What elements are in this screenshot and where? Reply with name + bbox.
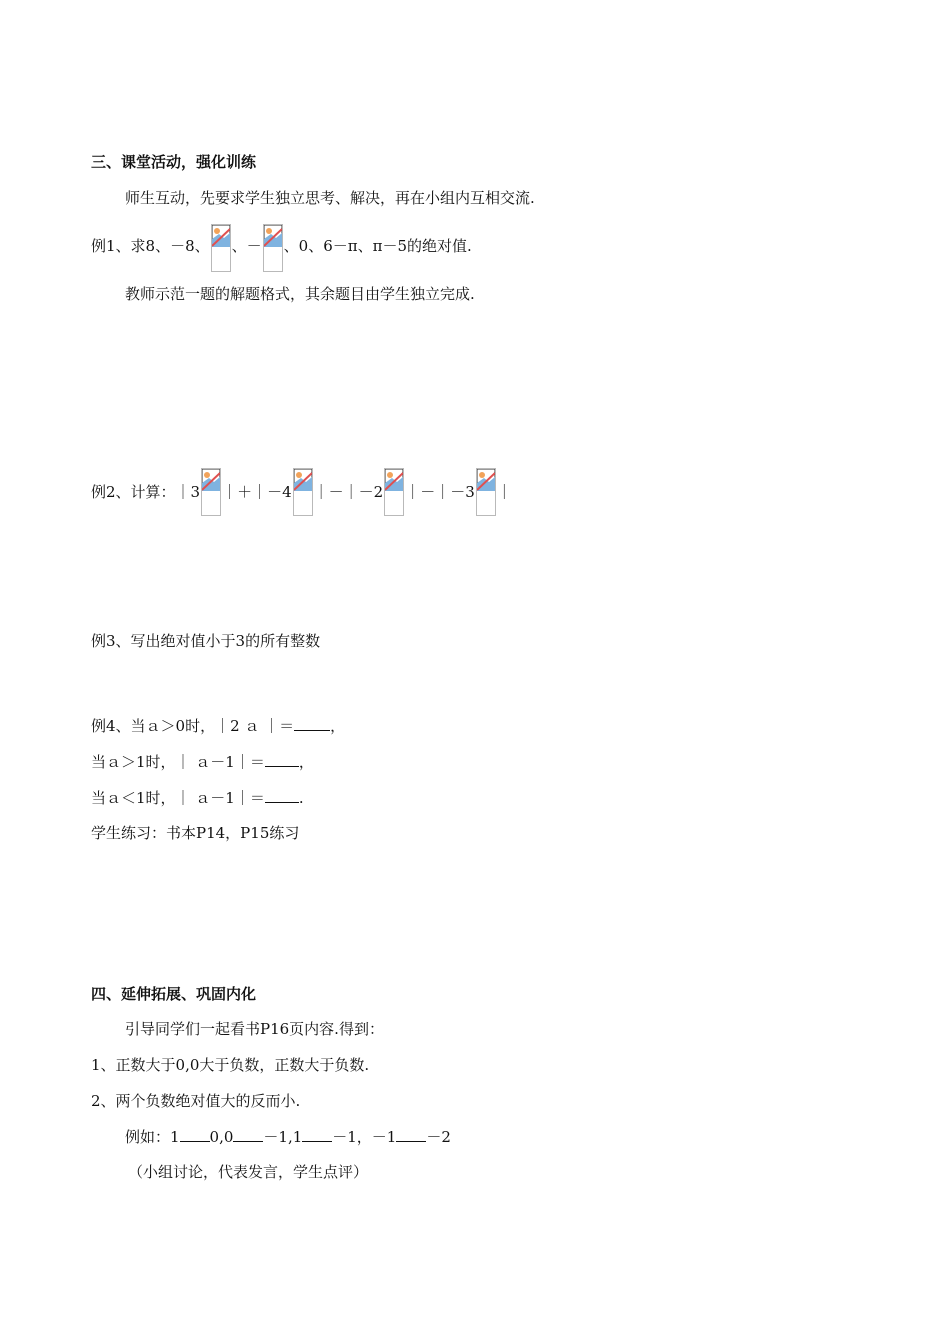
broken-image-icon <box>476 468 496 516</box>
example-4-line-1-text: 例4、当ａ＞0时，｜2 ａ ｜＝ <box>91 717 295 735</box>
broken-image-icon <box>211 224 231 272</box>
broken-image-icon <box>293 468 313 516</box>
answer-blank <box>396 1127 426 1142</box>
example-4-line-1 <box>91 716 345 736</box>
section-3-intro: 师生互动，先要求学生独立思考、解决，再在小组内互相交流. <box>125 189 535 207</box>
example-4-line-1-end: ， <box>330 717 346 735</box>
example-1-text-c: 、0、6－π、π－5的绝对值. <box>283 237 472 255</box>
comparison-text-b: 0,0 <box>209 1128 234 1146</box>
example-2-text-b: ｜＋｜－4 <box>222 483 292 501</box>
comparison-text-d: －1，－1 <box>332 1128 397 1146</box>
example-2 <box>91 468 512 518</box>
section-4-title: 四、延伸拓展、巩固内化 <box>91 985 257 1003</box>
section-4-intro: 引导同学们一起看书P16页内容.得到： <box>125 1020 384 1038</box>
broken-image-icon <box>384 468 404 516</box>
example-3: 例3、写出绝对值小于3的所有整数 <box>91 632 321 650</box>
answer-blank <box>180 1127 210 1142</box>
example-1-text-a: 例1、求8、－8、 <box>91 237 210 255</box>
example-2-text-e: ｜ <box>496 483 512 501</box>
example-4-line-3 <box>91 788 304 808</box>
discussion-note: （小组讨论，代表发言，学生点评） <box>128 1163 369 1181</box>
answer-blank <box>265 788 299 803</box>
example-4-line-2 <box>91 752 314 772</box>
section-3-title: 三、课堂活动，强化训练 <box>91 153 257 171</box>
point-2: 2、两个负数绝对值大的反而小. <box>91 1092 301 1110</box>
point-1: 1、正数大于0,0大于负数，正数大于负数. <box>91 1056 370 1074</box>
example-4-line-3-end: . <box>298 789 304 807</box>
comparison-example <box>125 1127 451 1147</box>
example-4-line-2-text: 当ａ＞1时，｜ ａ－1｜＝ <box>91 753 265 771</box>
example-2-text-d: ｜－｜－3 <box>405 483 475 501</box>
demo-note: 教师示范一题的解题格式，其余题目由学生独立完成. <box>125 285 475 303</box>
student-practice: 学生练习：书本P14，P15练习 <box>91 824 300 842</box>
answer-blank <box>302 1127 332 1142</box>
broken-image-icon <box>263 224 283 272</box>
example-4-line-3-text: 当ａ＜1时，｜ ａ－1｜＝ <box>91 789 265 807</box>
answer-blank <box>233 1127 263 1142</box>
broken-image-icon <box>201 468 221 516</box>
answer-blank <box>294 716 330 731</box>
comparison-text-e: －2 <box>426 1128 451 1146</box>
example-1-text-b: 、－ <box>231 237 262 255</box>
example-2-text-a: 例2、计算：｜3 <box>91 483 201 501</box>
example-2-text-c: ｜－｜－2 <box>313 483 384 501</box>
answer-blank <box>265 752 299 767</box>
comparison-text-a: 例如：1 <box>125 1128 180 1146</box>
example-1 <box>91 224 472 274</box>
comparison-text-c: －1,1 <box>263 1128 303 1146</box>
example-4-line-2-end: ， <box>298 753 314 771</box>
